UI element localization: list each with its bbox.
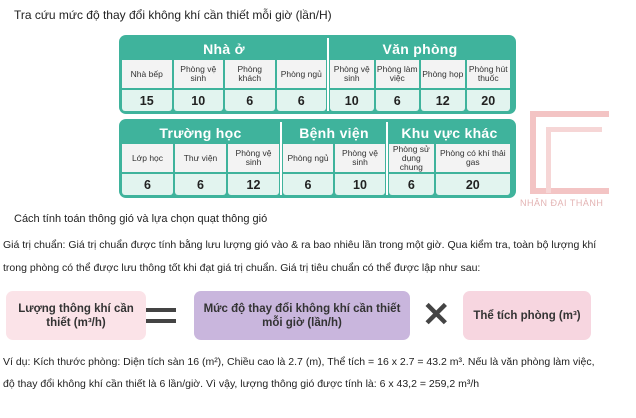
- formula-ventilation-volume: Lượng thông khí cần thiết (m³/h): [6, 291, 146, 340]
- group-title: Nhà ở: [203, 41, 245, 57]
- cell-name: Phòng vệ sinh: [228, 144, 279, 172]
- table-cell: [467, 60, 511, 111]
- group-khu-vuc-khac: [389, 122, 510, 195]
- cell-value: 10: [330, 90, 374, 111]
- group-truong-hoc: [122, 122, 279, 195]
- group-nha-o: [122, 38, 326, 111]
- cell-value: 12: [228, 174, 279, 195]
- cell-value: 10: [174, 90, 224, 111]
- table-cell: [283, 144, 333, 195]
- table-cell: [421, 60, 465, 111]
- equals-icon: [146, 301, 176, 331]
- cell-name: Thư viện: [175, 144, 226, 172]
- group-title: Trường học: [159, 125, 242, 141]
- group-divider: [280, 122, 282, 195]
- group-divider: [386, 122, 388, 195]
- cell-name: Lớp học: [122, 144, 173, 172]
- group-title: Văn phòng: [382, 41, 458, 57]
- cell-name: Phòng khách: [225, 60, 275, 88]
- table-cell: [122, 60, 172, 111]
- cell-name: Phòng vệ sinh: [335, 144, 385, 172]
- cell-name: Phòng vệ sinh: [330, 60, 374, 88]
- cell-value: 6: [283, 174, 333, 195]
- group-divider: [327, 38, 329, 111]
- watermark-text: NHÂN ĐẠI THÀNH: [520, 198, 604, 208]
- cell-value: 6: [225, 90, 275, 111]
- group-title: Bệnh viện: [299, 125, 369, 141]
- air-change-table-2: [119, 119, 516, 198]
- table-cell: [228, 144, 279, 195]
- paragraph-line: trong phòng có thể được lưu thông tốt khi đạt giá trị chuẩn. Giá trị tiêu chuẩn có thể được lập như sau:: [3, 262, 481, 274]
- cell-value: 6: [389, 174, 434, 195]
- watermark-logo-inner: [546, 127, 602, 193]
- cell-name: Phòng vệ sinh: [174, 60, 224, 88]
- table-cell: [436, 144, 510, 195]
- table-cell: [174, 60, 224, 111]
- table-cell: [225, 60, 275, 111]
- group-title: Khu vực khác: [401, 125, 498, 141]
- table-cell: [330, 60, 374, 111]
- cell-name: Phòng ngủ: [283, 144, 333, 172]
- cell-name: Phòng ngủ: [277, 60, 327, 88]
- cell-name: Phòng hút thuốc: [467, 60, 511, 88]
- formula-air-change-rate: Mức độ thay đổi không khí cần thiết mỗi giờ (lần/h): [194, 291, 410, 340]
- cell-value: 6: [122, 174, 173, 195]
- cell-value: 6: [277, 90, 327, 111]
- example-line: Ví dụ: Kích thước phòng: Diện tích sàn 16 (m²), Chiều cao là 2.7 (m), Thể tích = 16 x 2.7 = 43.2 m³. Nếu là văn phòng làm việc,: [3, 356, 595, 368]
- table-cell: [175, 144, 226, 195]
- cell-value: 20: [467, 90, 511, 111]
- cell-value: 6: [175, 174, 226, 195]
- air-change-table-1: [119, 35, 516, 114]
- cell-value: 6: [376, 90, 420, 111]
- formula-room-volume: Thể tích phòng (m³): [463, 291, 591, 340]
- cell-name: Phòng làm việc: [376, 60, 420, 88]
- cell-name: Phòng sử dụng chung: [389, 144, 434, 172]
- page-heading: Tra cứu mức độ thay đổi không khí cần thiết mỗi giờ (lần/H): [14, 8, 332, 22]
- cell-value: 10: [335, 174, 385, 195]
- table-cell: [122, 144, 173, 195]
- table-cell: [335, 144, 385, 195]
- table-cell: [277, 60, 327, 111]
- cell-value: 20: [436, 174, 510, 195]
- cell-name: Nhà bếp: [122, 60, 172, 88]
- cell-name: Phòng họp: [421, 60, 465, 88]
- table-cell: [376, 60, 420, 111]
- cell-name: Phòng có khí thải gas: [436, 144, 510, 172]
- paragraph-line: Giá trị chuẩn: Giá trị chuẩn được tính bằng lưu lượng gió vào & ra bao nhiêu lần trong một giờ. Qua kiểm tra, toàn bộ lượng khí: [3, 239, 597, 251]
- group-van-phong: [330, 38, 510, 111]
- table-cell: [389, 144, 434, 195]
- group-benh-vien: [283, 122, 385, 195]
- cell-value: 12: [421, 90, 465, 111]
- example-line: độ thay đổi không khí cần thiết là 6 lần/giờ. Vì vậy, lượng thông gió được tính là: 6 x 43,2 = 259,2 m³/h: [3, 378, 480, 390]
- section-heading: Cách tính toán thông gió và lựa chọn quạt thông gió: [14, 213, 268, 225]
- multiply-icon: ✕: [422, 296, 451, 334]
- cell-value: 15: [122, 90, 172, 111]
